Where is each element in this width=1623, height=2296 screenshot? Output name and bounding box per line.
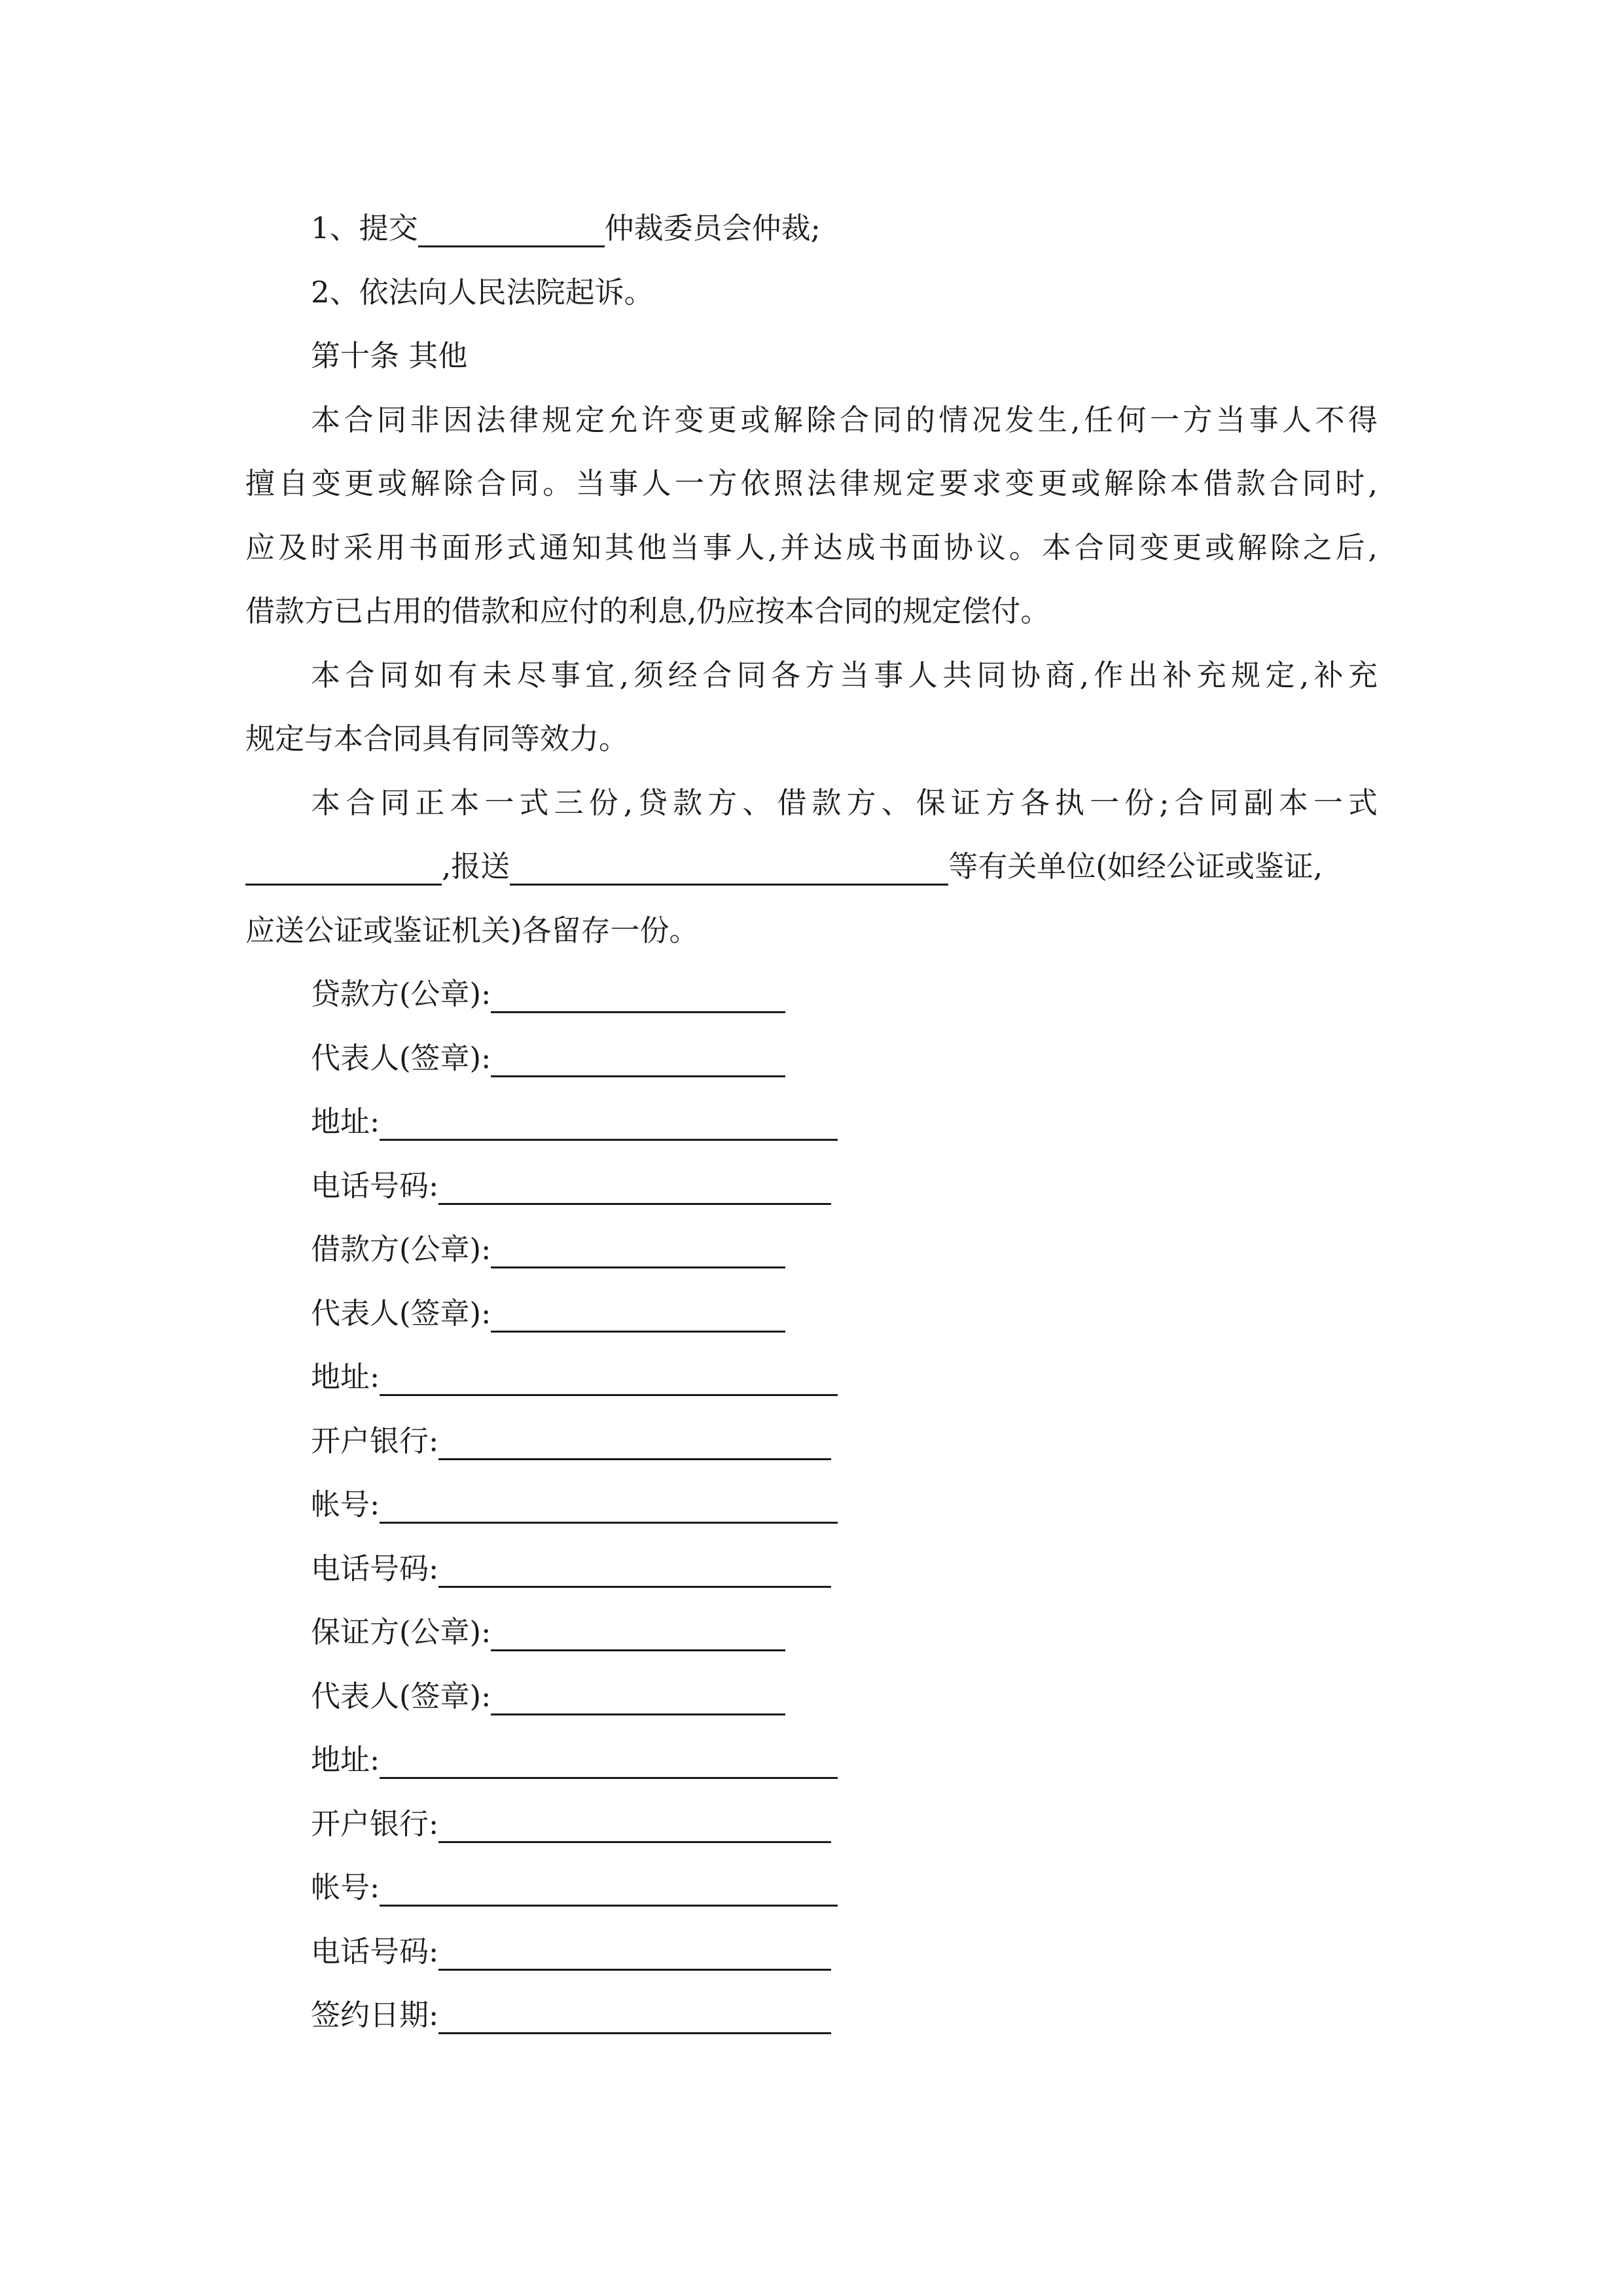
paragraph-line: 本合同正本一式三份,贷款方、借款方、保证方各执一份;合同副本一式 (311, 785, 1378, 820)
paragraph-line (245, 834, 1378, 899)
field-label: 电话号码: (311, 1933, 439, 1969)
field-label: 帐号: (311, 1487, 380, 1522)
borrower-account-field (245, 1473, 1378, 1537)
guarantor-representative-field (245, 1664, 1378, 1729)
borrower-phone-blank[interactable] (438, 1549, 831, 1588)
guarantor-bank-blank[interactable] (438, 1804, 831, 1843)
borrower-representative-field (245, 1282, 1378, 1346)
paragraph-line: 本合同非因法律规定允许变更或解除合同的情况发生,任何一方当事人不得 (311, 402, 1378, 437)
borrower-representative-blank[interactable] (491, 1294, 785, 1333)
send-to-label: ,报送 (442, 849, 510, 884)
lender-seal-blank[interactable] (491, 975, 785, 1013)
guarantor-address-blank[interactable] (380, 1740, 838, 1779)
field-label: 代表人(签章): (311, 1678, 491, 1713)
lender-phone-blank[interactable] (438, 1166, 831, 1205)
paragraph-line: 应送公证或鉴证机关)各留存一份。 (245, 912, 699, 948)
paragraph-modification (245, 388, 1378, 643)
paragraph-line: 规定与本合同具有同等效力。 (245, 721, 629, 756)
guarantor-account-blank[interactable] (380, 1868, 838, 1907)
contract-body (245, 196, 1378, 2047)
lender-address-field (245, 1090, 1378, 1154)
arbitration-item-prefix: 1、提交 (311, 211, 418, 245)
field-label: 地址: (311, 1359, 380, 1394)
guarantor-address-field (245, 1728, 1378, 1792)
borrower-seal-field (245, 1217, 1378, 1282)
recipient-units-blank[interactable] (510, 847, 948, 886)
field-label: 保证方(公章): (311, 1615, 491, 1649)
copies-line-end: 等有关单位(如经公证或鉴证, (948, 849, 1323, 884)
paragraph-line: 本合同如有未尽事宜,须经合同各方当事人共同协商,作出补充规定,补充 (311, 657, 1378, 692)
borrower-seal-blank[interactable] (491, 1230, 785, 1268)
field-label: 帐号: (311, 1870, 380, 1905)
field-label: 开户银行: (311, 1423, 439, 1458)
field-label: 电话号码: (311, 1551, 439, 1586)
guarantor-account-field (245, 1856, 1378, 1920)
lender-address-blank[interactable] (380, 1102, 838, 1141)
signing-date-blank[interactable] (438, 1996, 831, 2034)
borrower-bank-blank[interactable] (438, 1422, 831, 1460)
article-heading: 第十条 其他 (311, 338, 468, 373)
guarantor-representative-blank[interactable] (491, 1677, 785, 1715)
arbitration-item-suffix: 仲裁委员会仲裁; (604, 211, 821, 245)
guarantor-bank-field (245, 1792, 1378, 1856)
litigation-item: 2、依法向人民法院起诉。 (311, 274, 654, 310)
lender-seal-field (245, 962, 1378, 1026)
paragraph-line: 借款方已占用的借款和应付的利息,仍应按本合同的规定偿付。 (245, 594, 1050, 628)
borrower-address-field (245, 1345, 1378, 1409)
paragraph-line: 擅自变更或解除合同。当事人一方依照法律规定要求变更或解除本借款合同时, (245, 466, 1378, 501)
signature-block (245, 962, 1378, 2047)
field-label: 电话号码: (311, 1168, 439, 1203)
paragraph-copies (245, 771, 1378, 963)
arbitration-committee-blank[interactable] (418, 209, 605, 247)
borrower-address-blank[interactable] (380, 1357, 838, 1396)
borrower-phone-field (245, 1537, 1378, 1601)
guarantor-phone-field (245, 1920, 1378, 1984)
field-label: 代表人(签章): (311, 1295, 491, 1331)
paragraph-supplement (245, 643, 1378, 771)
field-label: 地址: (311, 1742, 380, 1777)
field-label: 地址: (311, 1104, 380, 1139)
field-label: 签约日期: (311, 1998, 439, 2032)
guarantor-seal-field (245, 1600, 1378, 1664)
field-label: 代表人(签章): (311, 1040, 491, 1075)
arbitration-item (245, 196, 1378, 260)
guarantor-phone-blank[interactable] (438, 1932, 831, 1971)
borrower-bank-field (245, 1409, 1378, 1473)
lender-representative-field (245, 1026, 1378, 1090)
lender-phone-field (245, 1154, 1378, 1218)
guarantor-seal-blank[interactable] (491, 1613, 785, 1651)
paragraph-line: 应及时采用书面形式通知其他当事人,并达成书面协议。本合同变更或解除之后, (245, 529, 1378, 565)
field-label: 贷款方(公章): (311, 977, 491, 1011)
copies-count-blank[interactable] (245, 847, 442, 886)
field-label: 开户银行: (311, 1806, 439, 1841)
lender-representative-blank[interactable] (491, 1039, 785, 1077)
field-label: 借款方(公章): (311, 1232, 491, 1266)
signing-date-field (245, 1983, 1378, 2047)
borrower-account-blank[interactable] (380, 1485, 838, 1524)
